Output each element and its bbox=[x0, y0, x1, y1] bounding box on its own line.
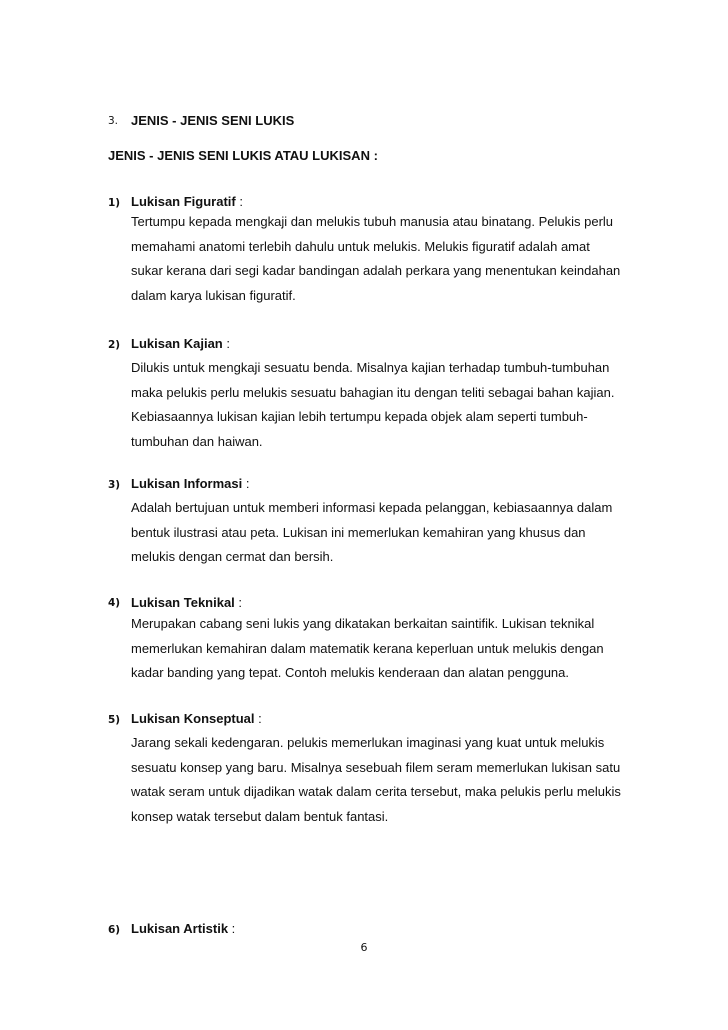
item-number: 1) bbox=[108, 197, 121, 209]
paragraph-line: melukis dengan cermat dan bersih. bbox=[131, 549, 334, 564]
paragraph-line: bentuk ilustrasi atau peta. Lukisan ini memerlukan kemahiran yang khusus dan bbox=[131, 524, 586, 540]
item-colon: : bbox=[234, 595, 243, 610]
paragraph-line: Merupakan cabang seni lukis yang dikatakan berkaitan saintifik. Lukisan teknikal bbox=[131, 616, 595, 631]
paragraph-line: Adalah bertujuan untuk memberi informasi kepada pelanggan, kebiasaannya dalam bbox=[131, 500, 613, 515]
paragraph-line: Jarang sekali kedengaran. pelukis memerlukan imaginasi yang kuat untuk melukis bbox=[131, 735, 605, 750]
paragraph-line: dalam karya lukisan figuratif. bbox=[131, 287, 296, 303]
item-colon: : bbox=[228, 921, 236, 936]
paragraph-line: Dilukis untuk mengkaji sesuatu benda. Misalnya kajian terhadap tumbuh-tumbuhan bbox=[131, 360, 610, 375]
item-paragraph bbox=[131, 496, 651, 570]
item-title: Lukisan Artistik bbox=[131, 921, 229, 936]
section-number: 3. bbox=[108, 115, 119, 127]
paragraph-line: Kebiasaannya lukisan kajian lebih tertumpu kepada objek alam seperti tumbuh- bbox=[131, 409, 588, 424]
item-heading bbox=[131, 194, 243, 209]
item-heading bbox=[131, 921, 235, 936]
item-paragraph bbox=[131, 356, 651, 454]
item-colon: : bbox=[242, 476, 250, 491]
item-heading bbox=[131, 595, 242, 610]
paragraph-line: tumbuhan dan haiwan. bbox=[131, 433, 263, 449]
item-number: 5) bbox=[108, 714, 121, 726]
item-number: 4) bbox=[108, 597, 121, 609]
item-paragraph bbox=[131, 731, 651, 829]
section-title: JENIS - JENIS SENI LUKIS bbox=[131, 113, 295, 128]
item-number: 6) bbox=[108, 924, 121, 936]
item-colon: : bbox=[222, 336, 230, 351]
paragraph-line: memerlukan kemahiran dalam matematik kerana keperluan untuk melukis dengan bbox=[131, 640, 604, 656]
item-colon: : bbox=[235, 194, 243, 209]
paragraph-line: sukar kerana dari segi kadar bandingan adalah perkara yang menentukan keindahan bbox=[131, 263, 621, 278]
main-title: JENIS - JENIS SENI LUKIS ATAU LUKISAN : bbox=[108, 148, 378, 163]
item-heading bbox=[131, 476, 249, 491]
item-paragraph bbox=[131, 210, 651, 308]
item-paragraph bbox=[131, 612, 651, 686]
item-number: 2) bbox=[108, 339, 121, 351]
item-title: Lukisan Kajian bbox=[131, 336, 223, 351]
paragraph-line: memahami anatomi terlebih dahulu untuk melukis. Melukis figuratif adalah amat bbox=[131, 238, 590, 254]
item-colon: : bbox=[254, 711, 262, 726]
item-title: Lukisan Informasi bbox=[131, 476, 243, 491]
item-title: Lukisan Figuratif bbox=[131, 194, 236, 209]
paragraph-line: maka pelukis perlu melukis sesuatu bahagian itu dengan teliti sebagai bahan kajian. bbox=[131, 384, 615, 400]
paragraph-line: watak seram untuk dijadikan watak dalam cerita tersebut, maka pelukis perlu melukis bbox=[131, 784, 621, 799]
paragraph-line: kadar banding yang tepat. Contoh melukis kenderaan dan alatan pengguna. bbox=[131, 665, 569, 680]
paragraph-line: konsep watak tersebut dalam bentuk fantasi. bbox=[131, 808, 389, 824]
item-title: Lukisan Konseptual bbox=[131, 711, 255, 726]
paragraph-line: sesuatu konsep yang baru. Misalnya sesebuah filem seram memerlukan lukisan satu bbox=[131, 759, 621, 775]
item-heading bbox=[131, 336, 230, 351]
item-title: Lukisan Teknikal bbox=[131, 595, 235, 610]
item-heading bbox=[131, 711, 262, 726]
paragraph-line: Tertumpu kepada mengkaji dan melukis tubuh manusia atau binatang. Pelukis perlu bbox=[131, 214, 614, 229]
item-number: 3) bbox=[108, 479, 121, 491]
page-number: 6 bbox=[360, 941, 368, 954]
